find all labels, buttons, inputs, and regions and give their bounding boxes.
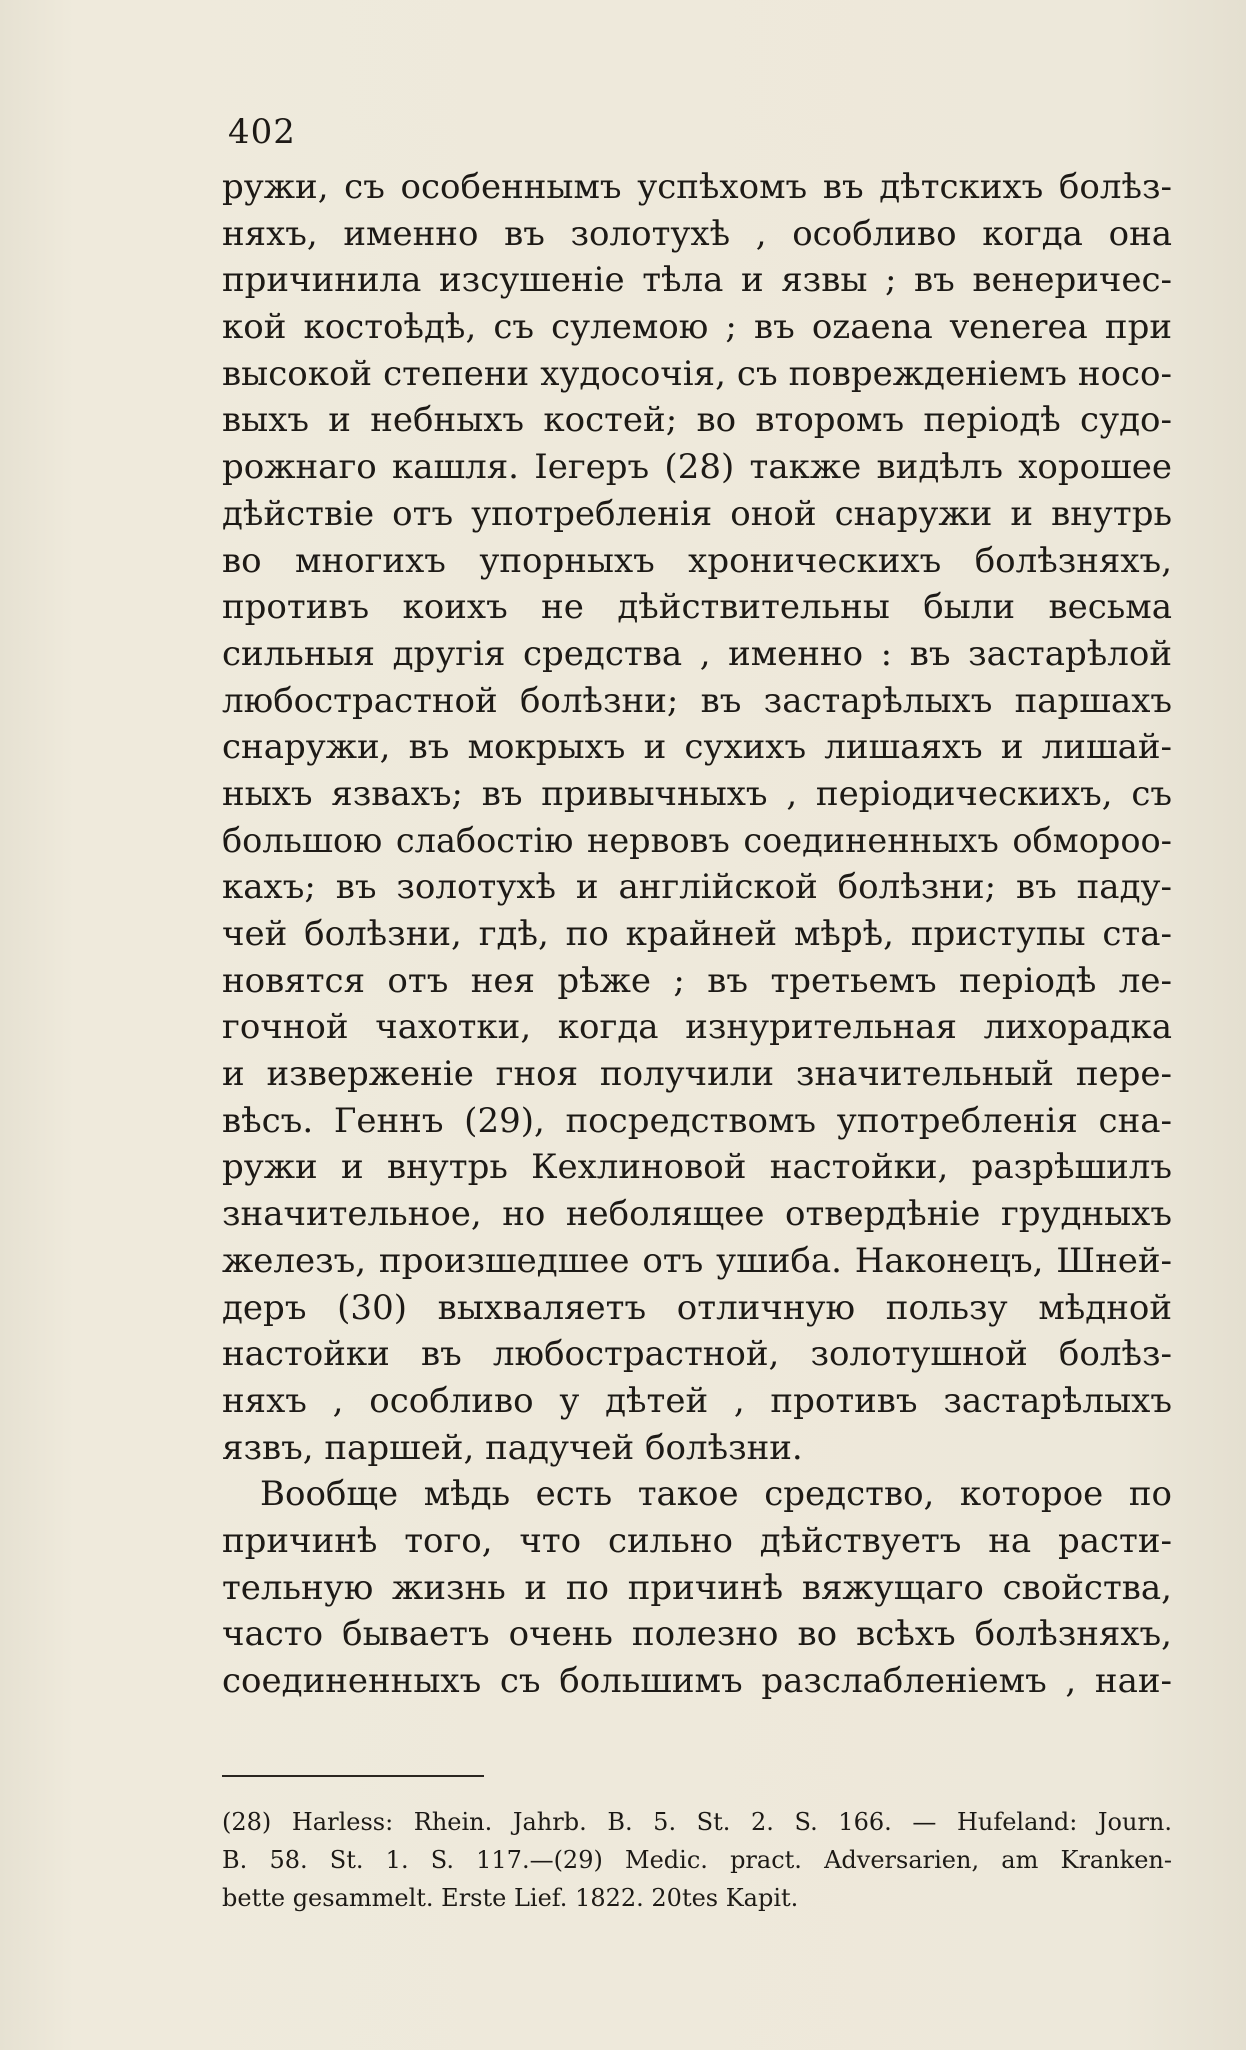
text-line: няхъ, именно въ золотухѣ , особливо когда она — [222, 213, 1172, 254]
text-line: железъ, произшедшее отъ ушиба. Наконецъ, Шней- — [222, 1240, 1172, 1281]
text-line: гочной чахотки, когда изнурительная лихорадка — [222, 1007, 1172, 1048]
text-line: вѣсъ. Геннъ (29), посредствомъ употребленія сна- — [222, 1100, 1172, 1141]
text-line: рожнаго кашля. Iегеръ (28) также видѣлъ хорошее — [222, 447, 1172, 488]
footnote-divider — [222, 1775, 484, 1777]
text-line: во многихъ упорныхъ хроническихъ болѣзняхъ, — [222, 540, 1172, 581]
text-line: сильныя другія средства , именно : въ застарѣлой — [222, 633, 1172, 674]
text-line: няхъ , особливо у дѣтей , противъ застарѣлыхъ — [222, 1380, 1172, 1421]
text-line: снаружи, въ мокрыхъ и сухихъ лишаяхъ и лишай- — [222, 727, 1172, 768]
text-line: кой костоѣдѣ, съ сулемою ; въ ozaena venerea при — [222, 307, 1172, 348]
text-line: противъ коихъ не дѣйствительны были весьма — [222, 587, 1172, 628]
text-line: кахъ; въ золотухѣ и англійской болѣзни; въ паду- — [222, 867, 1172, 908]
text-line: причинѣ того, что сильно дѣйствуетъ на расти- — [222, 1520, 1172, 1561]
text-line: значительное, но неболящее отвердѣніе грудныхъ — [222, 1194, 1172, 1235]
text-line: чей болѣзни, гдѣ, по крайней мѣрѣ, приступы ста- — [222, 914, 1172, 954]
text-line: язвъ, паршей, падучей болѣзни. — [222, 1427, 803, 1468]
text-line: высокой степени худосочія, съ поврежденіемъ носо- — [222, 353, 1172, 394]
text-line: выхъ и небныхъ костей; во второмъ періодѣ судо- — [222, 400, 1172, 441]
body-text — [222, 164, 1172, 1705]
footnote-line: bette gesammelt. Erste Lief. 1822. 20tes Kapit. — [222, 1884, 799, 1912]
text-line: любострастной болѣзни; въ застарѣлыхъ паршахъ — [222, 680, 1172, 721]
text-line: дѣйствіе отъ употребленія оной снаружи и внутрь — [222, 493, 1172, 534]
text-line: деръ (30) выхваляетъ отличную пользу мѣдной — [222, 1287, 1172, 1328]
text-line: и изверженіе гноя получили значительный пере- — [222, 1054, 1172, 1095]
footnotes — [222, 1803, 1172, 1917]
text-line: ружи и внутрь Кехлиновой настойки, разрѣшилъ — [222, 1147, 1172, 1188]
footnote-line: B. 58. St. 1. S. 117.—(29) Medic. pract. Adversarien, am Kranken- — [222, 1846, 1172, 1874]
text-line: большою слабостію нервовъ соединенныхъ обмороо- — [222, 820, 1172, 860]
text-line: ныхъ язвахъ; въ привычныхъ , періодическихъ, съ — [222, 773, 1172, 814]
text-line: часто бываетъ очень полезно во всѣхъ болѣзняхъ, — [222, 1614, 1172, 1655]
text-line: соединенныхъ съ большимъ разслабленіемъ , наи- — [222, 1661, 1172, 1701]
text-line: ружи, съ особеннымъ успѣхомъ въ дѣтскихъ болѣз- — [222, 167, 1172, 207]
text-line: новятся отъ нея рѣже ; въ третьемъ періодѣ ле- — [222, 960, 1172, 1001]
page-number: 402 — [228, 112, 296, 152]
text-line: тельную жизнь и по причинѣ вяжущаго свойства, — [222, 1567, 1172, 1608]
footnote-line: (28) Harless: Rhein. Jahrb. B. 5. St. 2. S. 166. — Hufeland: Journ. — [222, 1808, 1172, 1836]
text-line: настойки въ любострастной, золотушной болѣз- — [222, 1334, 1172, 1375]
text-line: причинила изсушенiе тѣла и язвы ; въ венеричес- — [222, 260, 1172, 301]
text-line: Вообще мѣдь есть такое средство, которое по — [260, 1474, 1172, 1515]
